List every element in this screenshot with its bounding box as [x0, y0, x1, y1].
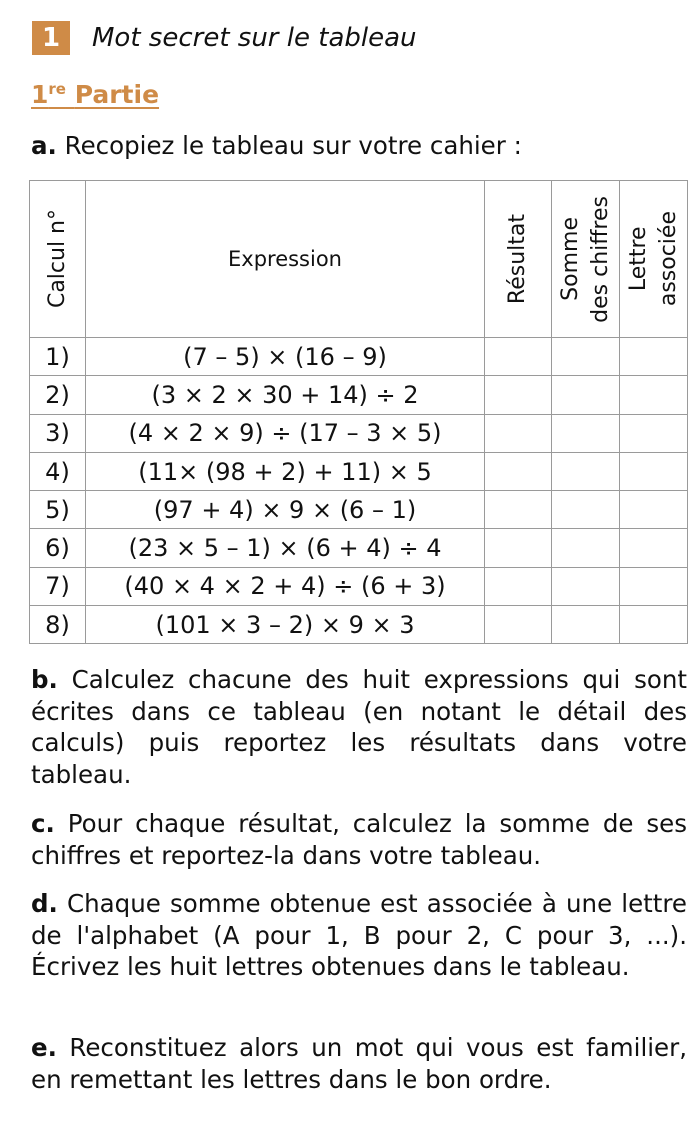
lettre-cell — [620, 567, 688, 605]
header-resultat-label: Résultat — [505, 213, 530, 305]
somme-cell — [552, 414, 620, 452]
table-row — [30, 414, 688, 452]
header-lettre-line1: Lettre — [625, 226, 651, 292]
lettre-cell — [620, 376, 688, 414]
expression-cell: (3 × 2 × 30 + 14) ÷ 2 — [86, 376, 485, 414]
question-letter: c. — [31, 809, 55, 838]
resultat-cell — [485, 452, 552, 490]
expression-cell: (7 – 5) × (16 – 9) — [86, 338, 485, 376]
part-heading — [31, 80, 159, 109]
header-calcul — [30, 181, 86, 338]
part-label: Partie — [74, 80, 160, 109]
question-letter: a. — [31, 131, 57, 160]
table-header-row — [30, 181, 688, 338]
somme-cell — [552, 452, 620, 490]
part-number: 1 — [31, 80, 49, 109]
calcul-number-cell: 3) — [30, 414, 86, 452]
resultat-cell — [485, 491, 552, 529]
expression-cell: (23 × 5 – 1) × (6 + 4) ÷ 4 — [86, 529, 485, 567]
resultat-cell — [485, 338, 552, 376]
calcul-number-cell: 2) — [30, 376, 86, 414]
table-row — [30, 529, 688, 567]
header-somme-line2: des chiffres — [587, 195, 613, 323]
resultat-cell — [485, 414, 552, 452]
calcul-number-cell: 5) — [30, 491, 86, 529]
header-calcul-label: Calcul n° — [44, 209, 70, 309]
expression-cell: (40 × 4 × 2 + 4) ÷ (6 + 3) — [86, 567, 485, 605]
question-text: Reconstituez alors un mot qui vous est familier, en remettant les lettres dans le bon ordre. — [31, 1033, 687, 1094]
header-lettre-line2: associée — [655, 211, 681, 307]
resultat-cell — [485, 376, 552, 414]
table-row — [30, 491, 688, 529]
table-row — [30, 567, 688, 605]
somme-cell — [552, 606, 620, 644]
lettre-cell — [620, 414, 688, 452]
lettre-cell — [620, 491, 688, 529]
calcul-number-cell: 1) — [30, 338, 86, 376]
somme-cell — [552, 491, 620, 529]
lettre-cell — [620, 452, 688, 490]
somme-cell — [552, 338, 620, 376]
question-text: Recopiez le tableau sur votre cahier : — [64, 131, 522, 160]
somme-cell — [552, 567, 620, 605]
somme-cell — [552, 376, 620, 414]
table-row — [30, 452, 688, 490]
header-lettre — [620, 181, 688, 338]
expression-cell: (4 × 2 × 9) ÷ (17 – 3 × 5) — [86, 414, 485, 452]
calcul-number-cell: 4) — [30, 452, 86, 490]
part-ordinal-suffix: re — [48, 80, 66, 98]
question-letter: e. — [31, 1033, 57, 1062]
expression-cell: (11× (98 + 2) + 11) × 5 — [86, 452, 485, 490]
table-row — [30, 376, 688, 414]
question-text: Calculez chacune des huit expressions qui sont écrites dans ce tableau (en notant le détail des calculs) puis reportez les résultats dans votre tableau. — [31, 665, 687, 789]
table-row — [30, 338, 688, 376]
expression-cell: (101 × 3 – 2) × 9 × 3 — [86, 606, 485, 644]
question-b — [31, 664, 687, 790]
question-e — [31, 1032, 687, 1095]
question-a — [31, 130, 687, 162]
question-c — [31, 808, 687, 871]
header-somme-line1: Somme — [557, 217, 583, 301]
calculation-table — [29, 180, 688, 644]
calcul-number-cell: 8) — [30, 606, 86, 644]
expression-cell: (97 + 4) × 9 × (6 – 1) — [86, 491, 485, 529]
resultat-cell — [485, 606, 552, 644]
lettre-cell — [620, 338, 688, 376]
resultat-cell — [485, 529, 552, 567]
calcul-number-cell: 6) — [30, 529, 86, 567]
question-text: Chaque somme obtenue est associée à une lettre de l'alphabet (A pour 1, B pour 2, C pour 3, ...). Écrivez les huit lettres obtenues dans le tableau. — [31, 889, 687, 981]
lettre-cell — [620, 606, 688, 644]
lettre-cell — [620, 529, 688, 567]
question-d — [31, 888, 687, 983]
header-expression-label: Expression — [228, 247, 342, 271]
somme-cell — [552, 529, 620, 567]
question-letter: b. — [31, 665, 58, 694]
header-expression — [86, 181, 485, 338]
exercise-title: Mot secret sur le tableau — [92, 23, 417, 53]
exercise-header — [32, 20, 417, 56]
calcul-number-cell: 7) — [30, 567, 86, 605]
question-letter: d. — [31, 889, 58, 918]
header-somme — [552, 181, 620, 338]
table-row — [30, 606, 688, 644]
exercise-number-badge: 1 — [32, 21, 70, 55]
header-resultat — [485, 181, 552, 338]
resultat-cell — [485, 567, 552, 605]
question-text: Pour chaque résultat, calculez la somme de ses chiffres et reportez-la dans votre tableau. — [31, 809, 688, 870]
